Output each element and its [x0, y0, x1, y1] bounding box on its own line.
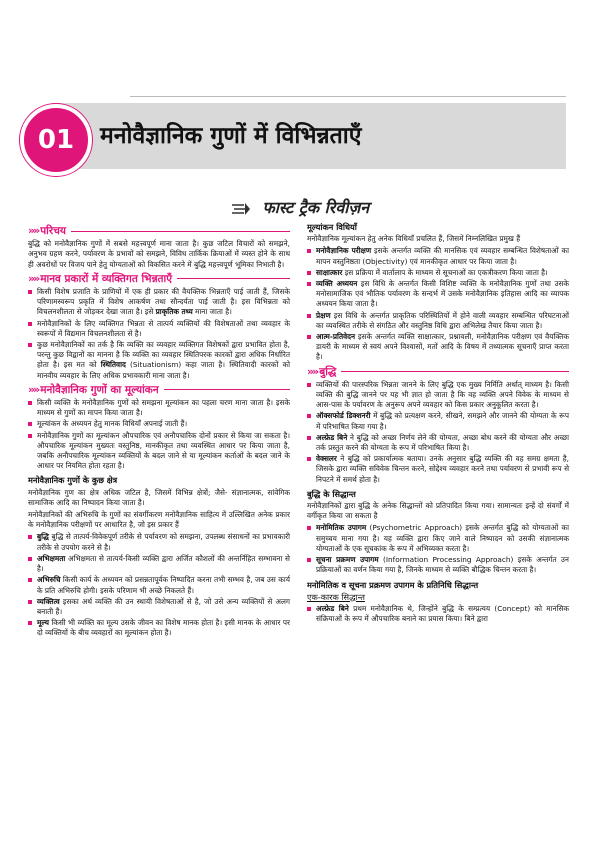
list-item: प्रेक्षण इस विधि के अन्तर्गत प्राकृतिक परिस्थितियों में होने वाली व्यवहार सम्बन्धित परिघटनाओं का व्यवस्थित तरीके से संगठित और वस्तुनिष्ठ विधि द्वारा अभिलेख तैयार किया जाता है।: [307, 311, 569, 331]
paragraph: मनोवैज्ञानिकों की अभिरुचि के गुणों का संवर्गीकरण मनोवैज्ञानिक साहित्य में उल्लिखित अनेक प्रकार के मनोवैज्ञानिक परीक्षणों पर आधारित है, जो इस प्रकार हैं: [28, 510, 290, 530]
list-item: कुछ मनोवैज्ञानिकों का तर्क है कि व्यक्ति का व्यवहार व्यक्तिगत विशेषकों द्वारा प्रभावित होता है, परन्तु कुछ विद्वानों का मानना है कि व्यक्ति का व्यवहार स्थितिपरक कारकों द्वारा अधिक निर्धारित होता है। इस मत को स्थितिवाद (Situationism) कहा जाता है। स्थितिवादी कारकों को मानवीय व्यवहार के लिए अधिक प्रभावकारी माना जाता है।: [28, 340, 290, 381]
section-heading: [28, 226, 290, 236]
bullet-list: [28, 532, 290, 638]
double-chevron-icon: »»: [28, 271, 39, 285]
section-rule: [341, 371, 569, 372]
subheading: मनोमितिक व सूचना प्रक्रमण उपागम के प्रतिनिधि सिद्धान्त: [307, 579, 479, 590]
section-rule: [177, 278, 290, 279]
list-item: मनोवैज्ञानिकों के लिए व्यक्तिगत भिन्नता से तात्पर्य व्यक्तियों की विशेषताओं तथा व्यवहार के स्वरूपों में विद्यमान विचलनशीलता से है।: [28, 319, 290, 339]
section-rule: [164, 389, 290, 390]
bullet-list: [307, 604, 569, 624]
subheading: एक-कारक सिद्धान्त: [307, 591, 365, 602]
fast-track-title: फास्ट ट्रैक रिवीज़न: [262, 198, 370, 217]
list-item: अल्फ्रेड बिने प्रथम मनोवैज्ञानिक थे, जिन्होंने बुद्धि के सम्प्रत्यय (Concept) को मानसिक संक्रियाओं के रूप में औपचारिक बनाने का प्रयास किया। बिने द्वारा: [307, 604, 569, 624]
fast-track-heading: [0, 196, 600, 218]
list-item: व्यक्ति अध्ययन इस विधि के अन्तर्गत किसी विशिष्ट व्यक्ति के मनोवैज्ञानिक गुणों तथा उसके मनोसामाजिक एवं भौतिक पर्यावरण के सन्दर्भ में उसके मनोवैज्ञानिक इतिहास आदि का व्यापक अध्ययन किया जाता है।: [307, 279, 569, 310]
list-item: अल्फ्रेड बिने ने बुद्धि को अच्छा निर्णय लेने की योग्यता, अच्छा बोध करने की योग्यता और अच्छा तर्क प्रस्तुत करने की योग्यता के रूप में परिभाषित किया है।: [307, 433, 569, 453]
bullet-list: [307, 246, 569, 362]
chapter-number: 01: [20, 104, 92, 176]
list-item: मनोवैज्ञानिक गुणों का मूल्यांकन औपचारिक एवं अनौपचारिक दोनों प्रकार से किया जा सकता है। औपचारिक मूल्यांकन मुख्यतः वस्तुनिष्ठ, मानकीकृत तथा व्यवस्थित आधार पर किया जाता है, जबकि अनौपचारिक मूल्यांकन व्यक्तियों के बदल जाने से या मूल्यांकन कर्ताओं के बदल जाने के आधार पर नियमित होता रहता है।: [28, 431, 290, 472]
list-item: किसी व्यक्ति के मनोवैज्ञानिक गुणों को समझना मूल्यांकन का पहला चरण माना जाता है। इसके माध्यम से गुणों का मापन किया जाता है।: [28, 398, 290, 418]
section-rule: [71, 231, 290, 232]
section-heading: [28, 271, 290, 285]
section-title: मानव प्रकारों में व्यक्तिगत भिन्नताएँ: [40, 272, 173, 285]
section-title: मनोवैज्ञानिक गुणों का मूल्यांकन: [40, 383, 159, 396]
bullet-list: [307, 523, 569, 575]
speed-lines-icon: [231, 202, 251, 216]
list-item: व्यक्तियों की पारस्परिक भिन्नता जानने के लिए बुद्धि एक मुख्य निर्मिति अर्थात् माध्यम है। किसी व्यक्ति की बुद्धि जानने पर यह भी ज्ञात हो जाता है कि वह व्यक्ति अपने विवेक के माध्यम से आस-पास के पर्यावरण के अनुरूप अपने व्यवहार को किस प्रकार अनुकूलित करता है।: [307, 380, 569, 411]
bullet-list: [28, 287, 290, 381]
subheading: मूल्यांकन विधियाँ: [307, 222, 357, 232]
list-item: बुद्धि बुद्धि से तात्पर्य-विवेकपूर्ण तरीके से पर्यावरण को समझना, उपलब्ध संसाधनों का प्रभावकारी तरीके से उपयोग करने से है।: [28, 532, 290, 552]
list-item: साक्षात्कार इस प्रक्रिया में वार्तालाप के माध्यम से सूचनाओं का एकत्रीकरण किया जाता है।: [307, 268, 569, 278]
paragraph: मनोवैज्ञानिक गुण का क्षेत्र अधिक जटिल है, जिसमें विभिन्न क्षेत्रों; जैसे- संज्ञानात्मक, सांवेगिक सामाजिक आदि का निष्पादन किया जाता है।: [28, 487, 290, 507]
list-item: मनोवैज्ञानिक परीक्षण इसके अन्तर्गत व्यक्ति की मानसिक एवं व्यवहार सम्बन्धित विशेषताओं का मापन वस्तुनिष्ठता (Objectivity) एवं मानकीकृत आधार पर किया जाता है।: [307, 246, 569, 266]
list-item: सूचना प्रक्रमण उपागम (Information Processing Approach) इसके अन्तर्गत उन प्रक्रियाओं का वर्णन किया गया है, जिनके माध्यम से व्यक्ति बौद्धिक चिन्तन करता है।: [307, 555, 569, 575]
paragraph: मनोवैज्ञानिक मूल्यांकन हेतु अनेक विधियाँ प्रचलित हैं, जिसमें निम्नलिखित प्रमुख हैं: [307, 234, 521, 244]
list-item: ऑक्सफोर्ड डिक्शनरी में बुद्धि को प्रत्यक्षण करने, सीखने, समझने और जानने की योग्यता के रूप में परिभाषित किया गया है।: [307, 411, 569, 431]
list-item: अभिरुचि किसी कार्य के अध्ययन को प्रसन्नतापूर्वक निष्पादित करना तभी सम्भव है, जब उस कार्य के प्रति अभिरुचि होगी। इसके परिणाम भी अच्छे निकलते हैं।: [28, 575, 290, 595]
list-item: अभिक्षमता अभिक्षमता से तात्पर्य-किसी व्यक्ति द्वारा अर्जित कौशलों की अन्तर्निहित सम्भावना से है।: [28, 554, 290, 574]
list-item: मूल्यांकन के अध्ययन हेतु मानक विधियाँ अपनाई जाती हैं।: [28, 419, 290, 429]
double-chevron-icon: »»: [307, 364, 318, 378]
list-item: आत्म-प्रतिवेदन इसके अन्तर्गत व्यक्ति साक्षात्कार, प्रश्नावली, मनोवैज्ञानिक परीक्षण एवं वैयक्तिक डायरी के माध्यम से स्वयं अपने विश्वासों, मतों आदि के विषय में तथ्यात्मक सूचनाएँ प्राप्त करता है।: [307, 332, 569, 363]
subheading: मनोवैज्ञानिक गुणों के कुछ क्षेत्र: [28, 475, 118, 486]
double-chevron-icon: »»: [28, 224, 39, 237]
list-item: मनोमितिक उपागम (Psychometric Approach) इसके अन्तर्गत बुद्धि को योग्यताओं का समुच्चय माना गया है। यह व्यक्ति द्वारा किए जाने वाले निष्पादन को उसकी संज्ञानात्मक योग्यताओं के एक सूचकांक के रूप में अभिव्यक्त करता है।: [307, 523, 569, 554]
list-item: व्यक्तित्व इसका अर्थ व्यक्ति की उन स्थायी विशेषताओं से है, जो उसे अन्य व्यक्तियों से अलग बनाती हैं।: [28, 597, 290, 617]
left-column: [28, 222, 290, 641]
bullet-list: [307, 380, 569, 485]
top-rule: [130, 96, 566, 97]
section-title: बुद्धि: [319, 365, 337, 378]
subheading: बुद्धि के सिद्धान्त: [307, 488, 356, 499]
section-heading: [28, 382, 290, 396]
paragraph: मनोवैज्ञानिकों द्वारा बुद्धि के अनेक सिद्धान्तों को प्रतिपादित किया गया। सामान्यतः इन्हें दो संवर्गों में वर्गीकृत किया जा सकता है: [307, 501, 569, 521]
section-heading: [307, 364, 569, 378]
bullet-list: [28, 398, 290, 471]
section-title: परिचय: [40, 225, 66, 237]
paragraph: बुद्धि को मनोवैज्ञानिक गुणों में सबसे महत्त्वपूर्ण माना जाता है। कुछ जटिल विचारों को समझने, अनुभव ग्रहण करने, पर्यावरण के प्रभावों को समझने, विविध तार्किक क्रियाओं में व्यस्त होने के साथ ही अवरोधों पर विजय पाने हेतु योग्यताओं को विकसित करने में बुद्धि महत्त्वपूर्ण भूमिका निभाती है।: [28, 239, 290, 269]
list-item: मूल्य किसी भी व्यक्ति का मूल्य उसके जीवन का विशेष मानक होता है। इसी मानक के आधार पर दो व्यक्तियों के बीच व्यवहारों का मूल्यांकन होता है।: [28, 618, 290, 638]
list-item: वेक्सलर ने बुद्धि को प्रकार्यात्मक बताया। उनके अनुसार बुद्धि व्यक्ति की वह समग्र क्षमता है, जिसके द्वारा व्यक्ति सविवेक चिन्तन करने, सोद्देश्य व्यवहार करने तथा पर्यावरण से प्रभावी रूप से निपटने में समर्थ होता है।: [307, 454, 569, 485]
right-column: [307, 222, 569, 626]
double-chevron-icon: »»: [28, 382, 39, 396]
chapter-title: मनोवैज्ञानिक गुणों में विभिन्नताएँ: [100, 123, 362, 149]
list-item: किसी विशेष प्रजाति के प्राणियों में एक ही प्रकार की वैयक्तिक भिन्नताएँ पाई जाती हैं, जिसके परिणामस्वरूप प्रकृति में विशेष आकर्षण तथा सौन्दर्यता पाई जाती है। इस विभिन्नता को विचलनशीलता से जोड़कर देखा जाता है। इसे प्राकृतिक तथ्य माना जाता है।: [28, 287, 290, 318]
